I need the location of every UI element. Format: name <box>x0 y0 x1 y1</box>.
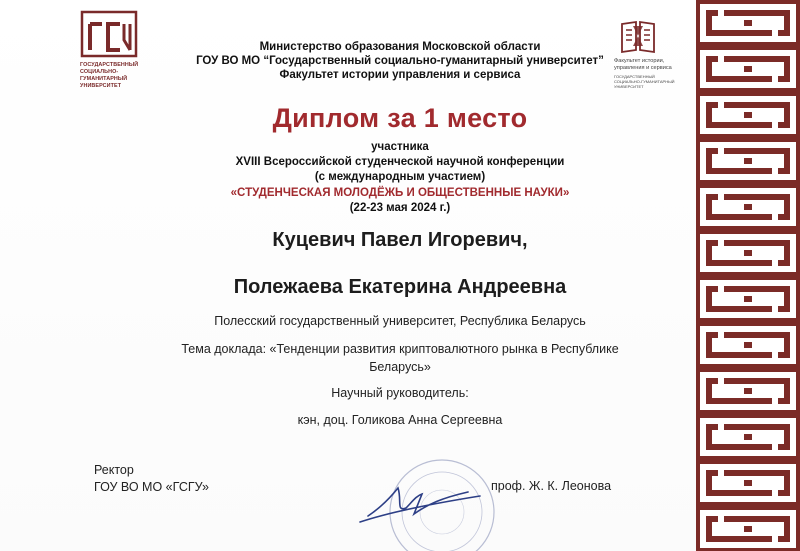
university-logo-mark <box>80 10 138 60</box>
university-logo <box>80 10 138 60</box>
university-affiliation: Полесский государственный университет, Республика Беларусь <box>214 314 586 328</box>
recipient-name-1: Куцевич Павел Игоревич, <box>272 229 528 251</box>
recipient-name-2: Полежаева Екатерина Андреевна <box>233 276 567 298</box>
supervisor-name: кэн, доц. Голикова Анна Сергеевна <box>297 413 503 427</box>
faculty-logo <box>618 18 668 61</box>
supervisor-label: Научный руководитель: <box>331 386 469 400</box>
participant-role: участника <box>371 141 429 153</box>
conference-line2: (с международным участием) <box>314 171 486 183</box>
conference-dates: (22-23 мая 2024 г.) <box>349 202 451 214</box>
faculty-line: Факультет истории управления и сервиса <box>279 69 521 81</box>
report-topic-line1: Тема доклада: «Тенденции развития криптовалютного рынка в Республике <box>181 342 619 356</box>
book-hourglass-icon <box>618 18 658 56</box>
decorative-border <box>696 0 800 551</box>
university-logo-caption: ГОСУДАРСТВЕННЫЙ СОЦИАЛЬНО- ГУМАНИТАРНЫЙ УНИВЕРСИТЕТ <box>80 62 139 89</box>
report-topic-line2: Беларусь» <box>369 360 431 374</box>
conference-line1: XVIII Всероссийской студенческой научной конференции <box>235 156 565 168</box>
university-line: ГОУ ВО МО “Государственный социально-гуманитарный университет” <box>196 55 604 67</box>
signatory-title: Ректор ГОУ ВО МО «ГСГУ» <box>94 463 209 494</box>
official-stamp <box>350 438 510 551</box>
ministry-line: Министерство образования Московской области <box>259 41 541 53</box>
conference-name: «СТУДЕНЧЕСКАЯ МОЛОДЁЖЬ И ОБЩЕСТВЕННЫЕ НАУКИ» <box>230 187 570 199</box>
signature-scribble <box>360 488 480 522</box>
faculty-logo-caption: Факультет истории, управления и сервиса ГОСУДАРСТВЕННЫЙ СОЦИАЛЬНО-ГУМАНИТАРНЫЙ УНИВЕРСИТЕТ <box>614 58 675 89</box>
header <box>140 40 660 82</box>
diploma-title: Диплом за 1 место <box>272 103 528 133</box>
signatory-name: проф. Ж. К. Леонова <box>491 479 612 493</box>
